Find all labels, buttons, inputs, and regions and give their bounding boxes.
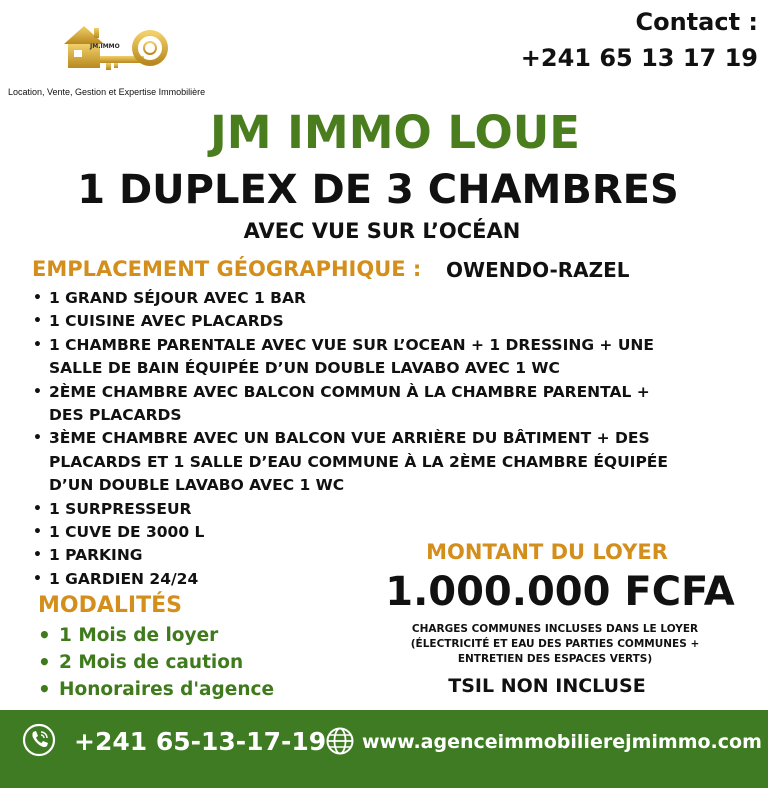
charges-note: [385, 622, 725, 667]
modalites-list: [36, 622, 274, 703]
modalite-item: • Honoraires d'agence: [36, 676, 274, 703]
view-title: AVEC VUE SUR L’OCÉAN: [243, 219, 521, 243]
modalite-item: • 1 Mois de loyer: [36, 622, 274, 649]
modalite-item: • 2 Mois de caution: [36, 649, 274, 676]
sub-title: 1 DUPLEX DE 3 CHAMBRES: [77, 167, 679, 213]
charges-line: ENTRETIEN DES ESPACES VERTS): [457, 653, 653, 665]
footer-website-link[interactable]: www.agenceimmobilierejmimmo.com: [362, 731, 762, 753]
price-label: MONTANT DU LOYER: [426, 540, 668, 564]
tsil-note: TSIL NON INCLUSE: [448, 675, 646, 697]
contact-phone[interactable]: +241 65 13 17 19: [520, 44, 758, 72]
feature-item: • 2ÈME CHAMBRE AVEC BALCON COMMUN À LA CHAMBRE PARENTAL + DES PLACARDS: [30, 381, 670, 428]
feature-item: • 3ÈME CHAMBRE AVEC UN BALCON VUE ARRIÈRE DU BÂTIMENT + DES PLACARDS ET 1 SALLE D’EAU COMMUNE À LA 2ÈME CHAMBRE ÉQUIPÉE D’UN DOUBLE LAVABO AVEC 1 WC: [30, 427, 670, 497]
phone-icon[interactable]: [22, 723, 56, 757]
feature-item: • 1 CUVE DE 3000 L: [30, 521, 670, 544]
feature-item: • 1 SURPRESSEUR: [30, 498, 670, 521]
location-value: OWENDO-RAZEL: [446, 258, 630, 282]
logo-brand-text: JM.IMMO: [90, 43, 120, 50]
globe-icon[interactable]: [325, 726, 355, 756]
house-key-logo: [58, 20, 168, 90]
modalites-title: MODALITÉS: [38, 593, 182, 618]
feature-item: • 1 GARDIEN 24/24: [30, 568, 670, 591]
feature-item: • 1 PARKING: [30, 544, 670, 567]
main-title: JM IMMO LOUE: [209, 106, 581, 159]
feature-item: • 1 CUISINE AVEC PLACARDS: [30, 310, 670, 333]
charges-line: (ÉLECTRICITÉ ET EAU DES PARTIES COMMUNES +: [410, 638, 700, 650]
feature-item: • 1 GRAND SÉJOUR AVEC 1 BAR: [30, 287, 670, 310]
price-value: 1.000.000 FCFA: [385, 569, 735, 615]
tagline: Location, Vente, Gestion et Expertise Immobilière: [8, 87, 206, 97]
charges-line: CHARGES COMMUNES INCLUSES DANS LE LOYER: [411, 623, 699, 635]
location-label: EMPLACEMENT GÉOGRAPHIQUE :: [32, 257, 422, 281]
footer-phone[interactable]: +241 65-13-17-19: [74, 727, 327, 756]
contact-label: Contact :: [635, 8, 758, 36]
feature-item: • 1 CHAMBRE PARENTALE AVEC VUE SUR L’OCEAN + 1 DRESSING + UNE SALLE DE BAIN ÉQUIPÉE D’UN DOUBLE LAVABO AVEC 1 WC: [30, 334, 670, 381]
